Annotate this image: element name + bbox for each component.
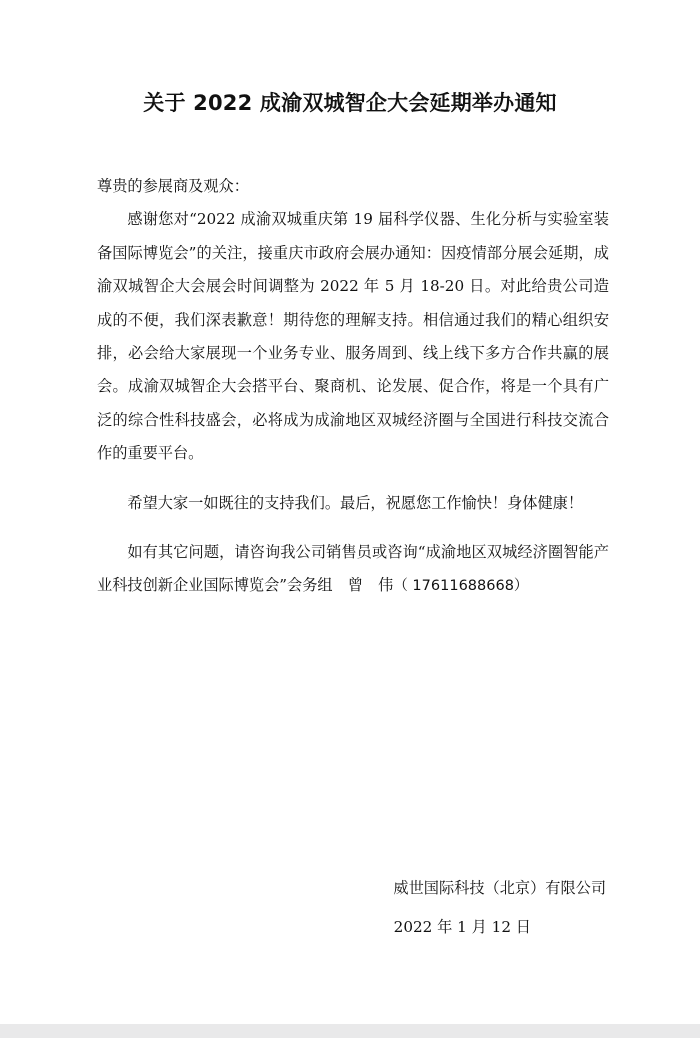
salutation: 尊贵的参展商及观众： (97, 177, 249, 195)
contact-phone: （ 17611688668） (393, 578, 529, 595)
paragraph-main: 感谢您对“2022 成渝双城重庆第 19 届科学仪器、生化分析与实验室装备国际博览会”的关注，接重庆市政府会展办通知：因疫情部分展会延期，成渝双城智企大会展会时间调整为 2022 年 5 月 18-20 日。对此给贵公司造成的不便，我们深表歉意！期待您的理解支持。相信通过我们的精心组织安排，必会给大家展现一个业务专业、服务周到、线上线下多方合作共赢的展会。成渝双城智企大会搭平台、聚商机、论发展、促合作，将是一个具有广泛的综合性科技盛会，必将成为成渝地区双城经济圈与全国进行科技交流合作的重要平台。 (97, 210, 609, 463)
contact-text: 如有其它问题，请咨询我公司销售员或咨询“成渝地区双城经济圈智能产业科技创新企业国际博览会”会务组 曾 伟 (97, 543, 609, 595)
viewer-bottom-strip (0, 1024, 700, 1038)
notice-title: 关于 2022 成渝双城智企大会延期举办通知 (143, 91, 557, 115)
signature-company: 威世国际科技（北京）有限公司 (393, 879, 606, 897)
paragraph-gap (97, 471, 609, 487)
signature-date: 2022 年 1 月 12 日 (393, 918, 531, 936)
paragraph-gap (97, 520, 609, 536)
paragraph-contact (97, 536, 609, 604)
paragraph-wishes: 希望大家一如既往的支持我们。最后，祝愿您工作愉快！身体健康！ (127, 493, 584, 512)
notice-body (97, 170, 609, 604)
